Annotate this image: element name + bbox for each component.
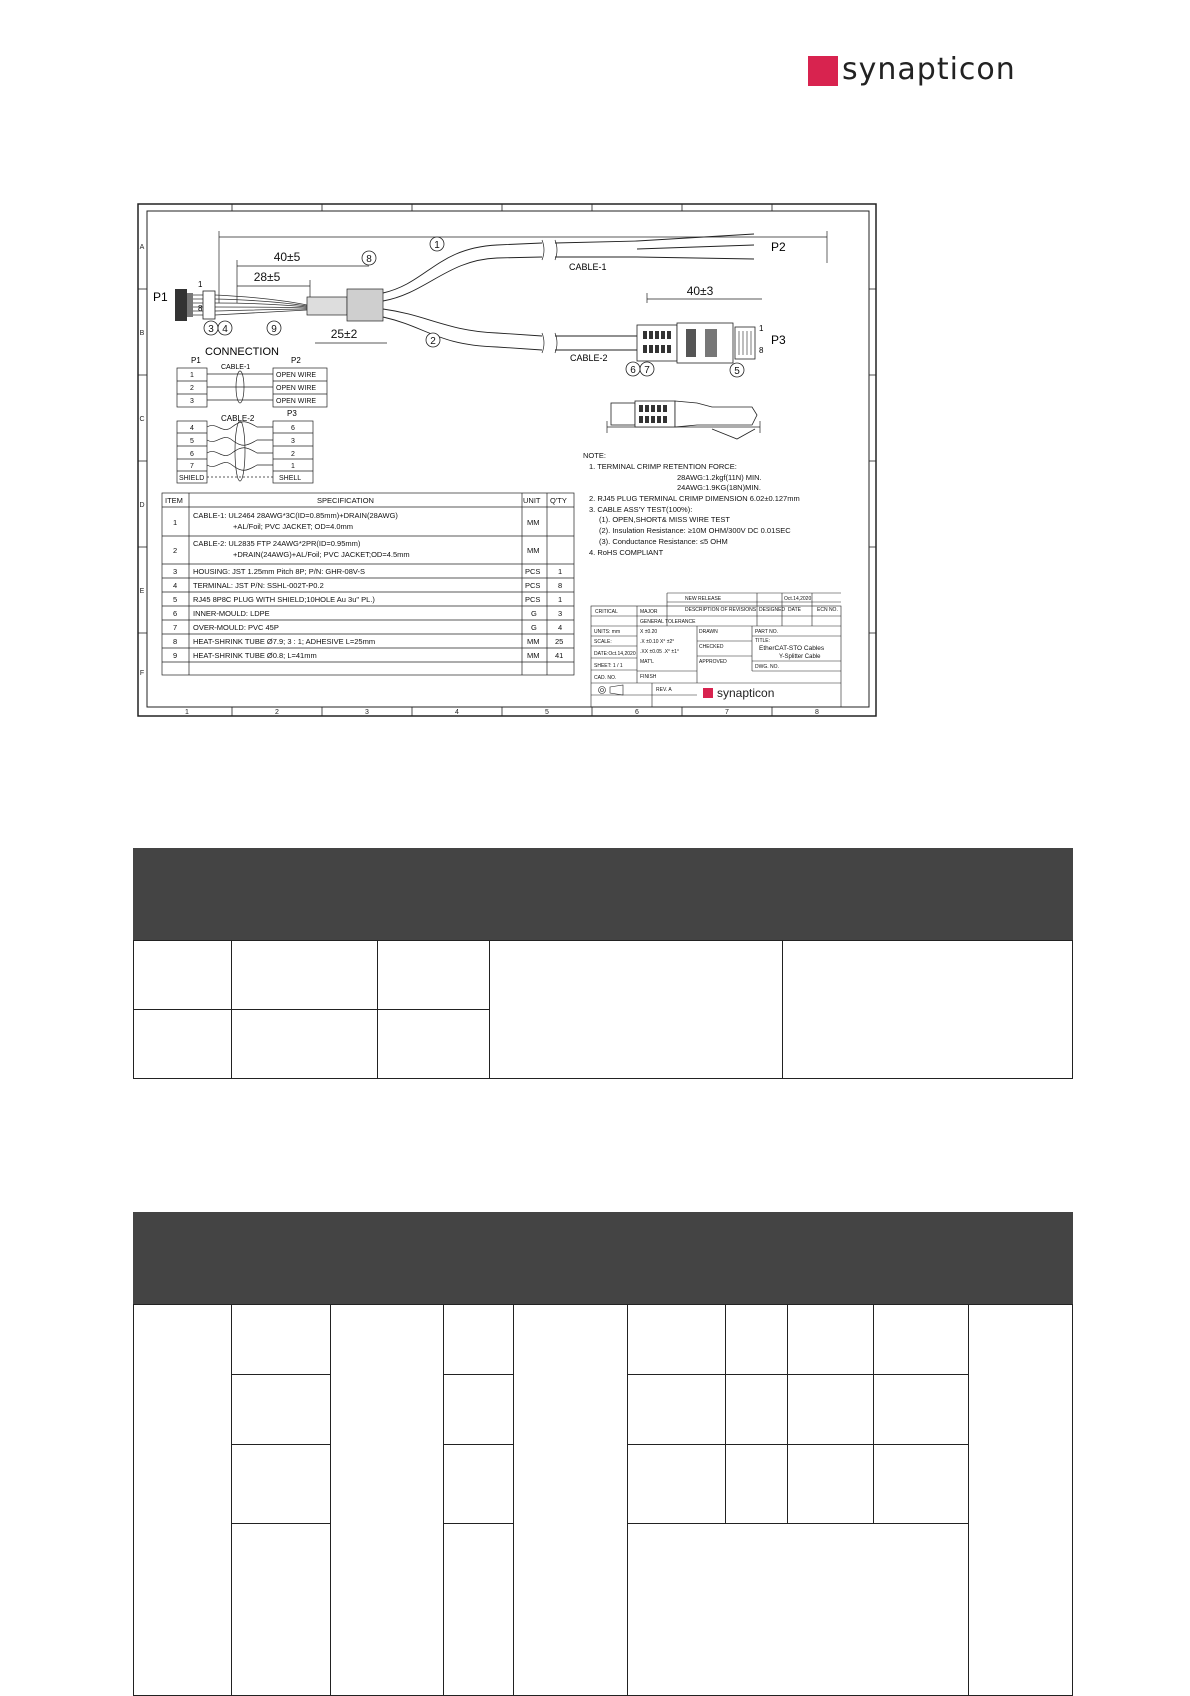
c1-row-1-p2: OPEN WIRE — [276, 372, 317, 379]
bom-row-7-item: 7 — [173, 623, 178, 632]
p1-pin-1: 1 — [198, 280, 203, 289]
table-2-cell-merged — [330, 1304, 444, 1696]
table-2-cell — [787, 1304, 874, 1375]
bom-row-2-spec: CABLE-2: UL2835 FTP 24AWG*2PR(ID=0.95mm) — [193, 539, 361, 548]
bom-row-8-qty: 25 — [555, 637, 564, 646]
tb-title-1: EtherCAT-STO Cables — [759, 645, 825, 652]
table-1-cell-merged — [489, 940, 783, 1079]
synapticon-logo — [808, 52, 1070, 88]
tb-designed: DESIGNED — [759, 607, 786, 613]
table-2-cell — [231, 1304, 331, 1375]
note-3: 24AWG:1.9KG(18N)MIN. — [677, 483, 761, 492]
tb-critical: CRITICAL — [595, 609, 618, 615]
c2-row-2-p3: 3 — [291, 438, 295, 445]
balloon-8: 8 — [366, 254, 372, 265]
tb-ecn-no: ECN NO. — [817, 607, 838, 613]
p1-connector — [175, 289, 187, 321]
tb-logo-text: synapticon — [717, 686, 775, 700]
bom-header-spec: SPECIFICATION — [317, 496, 374, 505]
cable-1-label: CABLE-1 — [569, 262, 607, 272]
tb-title-label: TITLE: — [755, 638, 771, 644]
p1-pin-8: 8 — [198, 304, 203, 313]
connection-p3: P3 — [287, 409, 297, 418]
table-1-cell — [377, 1009, 490, 1079]
bom-row-7-spec: OVER-MOULD: PVC 45P — [193, 623, 279, 632]
tb-drawn: DRAWN — [699, 629, 718, 635]
p3-pin-8: 8 — [759, 346, 764, 355]
grid-col-7: 7 — [725, 709, 729, 716]
bom-row-3-spec: HOUSING: JST 1.25mm Pitch 8P; P/N: GHR-08V-S — [193, 567, 365, 576]
c2-row-1-p3: 6 — [291, 425, 295, 432]
table-2-cell — [873, 1444, 969, 1524]
note-7: (2). Insulation Resistance: ≥10M OHM/300V DC 0.01SEC — [599, 526, 791, 535]
grid-col-6: 6 — [635, 709, 639, 716]
grid-col-4: 4 — [455, 709, 459, 716]
table-2-cell — [873, 1374, 969, 1445]
bom-row-1-item: 1 — [173, 518, 178, 527]
bom-row-2-spec2: +DRAIN(24AWG)+AL/Foil; PVC JACKET;OD=4.5mm — [233, 550, 410, 559]
table-2-header — [133, 1212, 1073, 1305]
table-2-cell — [443, 1304, 514, 1375]
connection-cable2: CABLE-2 — [221, 414, 255, 423]
balloon-9: 9 — [271, 324, 277, 335]
bom-row-4-qty: 8 — [558, 581, 563, 590]
c2-row-3-p3: 2 — [291, 451, 295, 458]
bom-header-qty: Q'TY — [550, 496, 567, 505]
c2-row-4-p1: 7 — [190, 463, 194, 470]
tb-tol-2: .X ±0.10 X° ±2° — [640, 639, 675, 645]
p3-label: P3 — [771, 333, 786, 347]
table-2-cell — [787, 1444, 874, 1524]
connection-p2: P2 — [291, 356, 301, 365]
table-2-cell — [443, 1444, 514, 1524]
connection-p1: P1 — [191, 356, 201, 365]
bom-row-1-spec2: +AL/Foil; PVC JACKET; OD=4.0mm — [233, 522, 354, 531]
c1-row-3-p1: 3 — [190, 398, 194, 405]
cable-drawing — [137, 203, 877, 717]
c2-row-5-p3: SHELL — [279, 475, 302, 482]
bom-row-3-qty: 1 — [558, 567, 563, 576]
table-1-cell — [133, 1009, 232, 1079]
table-2-cell — [231, 1444, 331, 1524]
note-6: (1). OPEN,SHORT& MISS WIRE TEST — [599, 515, 730, 524]
grid-row-f: F — [139, 670, 145, 677]
table-2-cell — [627, 1374, 726, 1445]
bom-row-7-qty: 4 — [558, 623, 563, 632]
logo-mark — [808, 56, 838, 86]
table-2-cell — [443, 1523, 514, 1696]
bom-header-item: ITEM — [165, 496, 183, 505]
bom-row-6-unit: G — [531, 609, 537, 618]
tb-matl: MAT'L — [640, 659, 654, 665]
tb-rev: REV. A — [656, 687, 672, 693]
bom-row-1-spec: CABLE-1: UL2464 28AWG*3C(ID=0.85mm)+DRAIN(28AWG) — [193, 511, 398, 520]
tb-part-no: PART NO. — [755, 629, 779, 635]
c1-row-1-p1: 1 — [190, 372, 194, 379]
cable-2-label: CABLE-2 — [570, 353, 608, 363]
dim-25-2: 25±2 — [330, 327, 358, 341]
tb-date-val: DATE:Oct.14,2020 — [594, 651, 636, 657]
bom-row-5-unit: PCS — [525, 595, 541, 604]
note-4: 2. RJ45 PLUG TERMINAL CRIMP DIMENSION 6.02±0.127mm — [589, 494, 800, 503]
tb-finish: FINISH — [640, 674, 657, 680]
grid-row-d: D — [139, 502, 145, 509]
c2-row-5-p1: SHIELD — [179, 475, 205, 482]
table-2-cell — [725, 1374, 788, 1445]
grid-row-a: A — [139, 244, 145, 251]
table-2-cell — [627, 1304, 726, 1375]
bom-row-4-spec: TERMINAL: JST P/N: SSHL-002T-P0.2 — [193, 581, 324, 590]
tb-dwg-no: DWG. NO. — [755, 664, 779, 670]
tb-units: UNITS: mm — [594, 629, 621, 635]
bom-row-6-qty: 3 — [558, 609, 563, 618]
grid-row-c: C — [139, 416, 145, 423]
tb-title-2: Y-Splitter Cable — [779, 654, 821, 660]
note-0: NOTE: — [583, 451, 606, 460]
tb-date-col: DATE — [788, 607, 801, 613]
balloon-6: 6 — [630, 365, 636, 376]
grid-row-b: B — [139, 330, 145, 337]
grid-col-5: 5 — [545, 709, 549, 716]
bom-row-4-unit: PCS — [525, 581, 541, 590]
balloon-1: 1 — [434, 240, 440, 251]
tb-approved: APPROVED — [699, 659, 727, 665]
table-1-cell — [231, 940, 378, 1010]
tb-rel-date: Oct.14,2020 — [784, 596, 812, 602]
bom-row-9-item: 9 — [173, 651, 178, 660]
bom-row-2-item: 2 — [173, 546, 178, 555]
grid-row-e: E — [139, 588, 145, 595]
bom-row-6-spec: INNER-MOULD: LDPE — [193, 609, 270, 618]
grid-col-3: 3 — [365, 709, 369, 716]
logo-wordmark: synapticon — [842, 52, 1016, 87]
c1-row-2-p1: 2 — [190, 385, 194, 392]
tb-cad-no: CAD. NO. — [594, 675, 617, 681]
table-1-header — [133, 848, 1073, 941]
bom-row-8-unit: MM — [527, 637, 540, 646]
tb-new-release: NEW RELEASE — [685, 596, 722, 602]
projection-symbol — [599, 685, 624, 695]
table-2-cell-merged — [133, 1304, 232, 1696]
table-2-cell — [231, 1374, 331, 1445]
connection-title: CONNECTION — [205, 346, 279, 358]
tb-tol-1: X ±0.20 — [640, 629, 658, 635]
table-2-cell-merged — [513, 1304, 628, 1696]
bom-row-9-spec: HEAT-SHRINK TUBE Ø0.8; L=41mm — [193, 651, 317, 660]
connection-cable1: CABLE-1 — [221, 364, 251, 371]
note-8: (3). Conductance Resistance: ≤5 OHM — [599, 537, 728, 546]
table-2-cell — [443, 1374, 514, 1445]
table-1-cell — [133, 940, 232, 1010]
table-1-cell — [377, 940, 490, 1010]
note-5: 3. CABLE ASS'Y TEST(100%): — [589, 505, 693, 514]
table-2-cell — [725, 1304, 788, 1375]
table-2-cell-merged — [968, 1304, 1073, 1696]
bom-row-4-item: 4 — [173, 581, 178, 590]
tb-sheet: SHEET: 1 / 1 — [594, 663, 623, 669]
bom-row-3-item: 3 — [173, 567, 178, 576]
bom-header-unit: UNIT — [523, 496, 541, 505]
tb-major: MAJOR — [640, 609, 658, 615]
p1-label: P1 — [153, 290, 168, 304]
tb-checked: CHECKED — [699, 644, 724, 650]
table-1-cell — [231, 1009, 378, 1079]
c2-row-3-p1: 6 — [190, 451, 194, 458]
p3-pin-1: 1 — [759, 324, 764, 333]
table-2-cell — [873, 1304, 969, 1375]
table-2-cell — [627, 1444, 726, 1524]
tb-tol-3: .XX ±0.05 .X° ±1° — [640, 649, 679, 655]
bom-row-5-spec: RJ45 8P8C PLUG WITH SHIELD;10HOLE Au 3u" PL.) — [193, 595, 375, 604]
rj45-boot — [637, 325, 677, 361]
p2-label: P2 — [771, 240, 786, 254]
table-2-cell — [787, 1374, 874, 1445]
balloon-2: 2 — [430, 336, 436, 347]
balloon-5: 5 — [734, 366, 740, 377]
grid-col-8: 8 — [815, 709, 819, 716]
balloon-3: 3 — [208, 324, 214, 335]
bom-row-1-unit: MM — [527, 518, 540, 527]
c1-row-2-p2: OPEN WIRE — [276, 385, 317, 392]
bom-row-9-unit: MM — [527, 651, 540, 660]
table-1-cell-merged — [782, 940, 1073, 1079]
tb-scale: SCALE: — [594, 639, 612, 645]
c2-row-1-p1: 4 — [190, 425, 194, 432]
table-2-cell — [231, 1523, 331, 1696]
grid-col-2: 2 — [275, 709, 279, 716]
balloon-4: 4 — [222, 324, 228, 335]
tb-general-tolerance: GENERAL TOLERANCE — [640, 619, 696, 625]
bom-row-6-item: 6 — [173, 609, 178, 618]
heat-shrink-large — [347, 289, 383, 321]
balloon-7: 7 — [644, 365, 650, 376]
c1-row-3-p2: OPEN WIRE — [276, 398, 317, 405]
rj45-side-view — [611, 403, 635, 425]
table-2-cell — [725, 1444, 788, 1524]
dim-28-5: 28±5 — [253, 270, 281, 284]
note-2: 28AWG:1.2kgf(11N) MIN. — [677, 473, 762, 482]
c2-row-2-p1: 5 — [190, 438, 194, 445]
c2-row-4-p3: 1 — [291, 463, 295, 470]
note-9: 4. RoHS COMPLIANT — [589, 548, 664, 557]
bom-row-3-unit: PCS — [525, 567, 541, 576]
bom-row-5-qty: 1 — [558, 595, 563, 604]
note-1: 1. TERMINAL CRIMP RETENTION FORCE: — [589, 462, 737, 471]
bom-row-8-spec: HEAT-SHRINK TUBE Ø7.9; 3 : 1; ADHESIVE L=25mm — [193, 637, 376, 646]
dim-40-3: 40±3 — [686, 284, 714, 298]
tb-description: DESCRIPTION OF REVISIONS — [685, 607, 757, 613]
grid-col-1: 1 — [185, 709, 189, 716]
tb-logo — [703, 686, 774, 700]
dim-40-5: 40±5 — [273, 250, 301, 264]
table-2-cell-merged — [627, 1523, 969, 1696]
bom-row-2-unit: MM — [527, 546, 540, 555]
bom-row-9-qty: 41 — [555, 651, 564, 660]
bom-row-7-unit: G — [531, 623, 537, 632]
heat-shrink-small — [307, 297, 347, 315]
bom-row-5-item: 5 — [173, 595, 178, 604]
bom-row-8-item: 8 — [173, 637, 178, 646]
